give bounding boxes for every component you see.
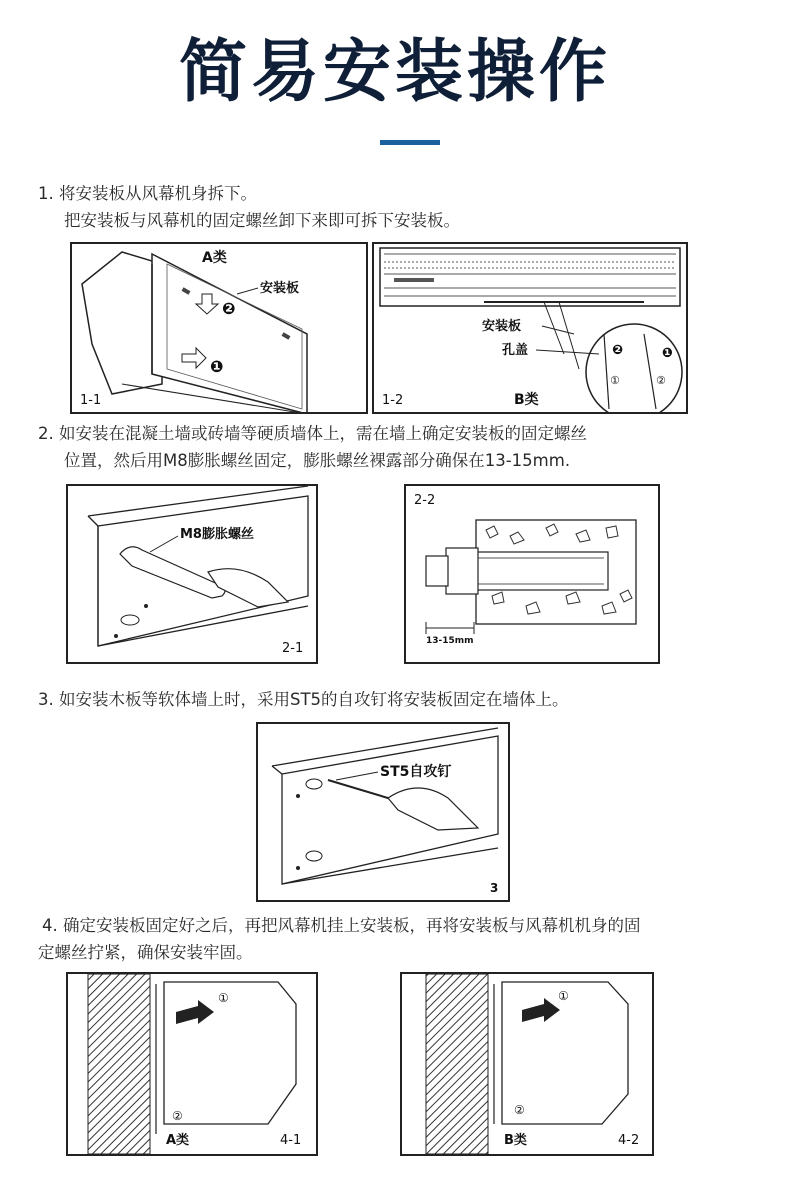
page-title: 简易安装操作 bbox=[178, 33, 611, 112]
step-1-line-2: 把安装板与风幕机的固定螺丝卸下来即可拆下安装板。 bbox=[64, 211, 460, 230]
fig-1-1-marker-2: ❷ bbox=[222, 299, 236, 318]
figure-4-2-drawing bbox=[402, 974, 652, 1154]
figure-1-1-drawing bbox=[72, 244, 366, 412]
fig-4-1-marker-1: ① bbox=[218, 991, 229, 1005]
fig-1-1-marker-1: ❶ bbox=[210, 357, 224, 376]
fig-1-1-number: 1-1 bbox=[80, 393, 102, 408]
title-underline bbox=[380, 140, 440, 145]
fig-1-2-cover: 孔盖 bbox=[502, 343, 529, 358]
figure-4-1-drawing bbox=[68, 974, 316, 1154]
step-2-line-2: 位置，然后用M8膨胀螺丝固定，膨胀螺丝裸露部分确保在13-15mm. bbox=[64, 451, 571, 470]
fig-4-2-number: 4-2 bbox=[618, 1133, 640, 1148]
fig-1-2-number: 1-2 bbox=[382, 393, 404, 408]
fig-1-2-marker-1-circle: ① bbox=[610, 374, 620, 387]
figure-1-2 bbox=[372, 242, 688, 414]
fig-3-screw-label: ST5自攻钉 bbox=[380, 764, 452, 780]
fig-1-2-marker-1: ❶ bbox=[662, 346, 674, 361]
fig-1-2-type: B类 bbox=[514, 392, 539, 408]
step-3-line-1: 3. 如安装木板等软体墙上时，采用ST5的自攻钉将安装板固定在墙体上。 bbox=[38, 690, 569, 709]
fig-1-2-marker-2: ❷ bbox=[612, 343, 624, 358]
fig-1-2-marker-2-circle: ② bbox=[656, 374, 666, 387]
figure-3-drawing bbox=[258, 724, 508, 900]
fig-2-2-dim: 13-15mm bbox=[426, 636, 474, 646]
fig-3-number: 3 bbox=[490, 881, 499, 895]
fig-4-2-marker-2: ② bbox=[514, 1103, 525, 1117]
step-1-line-1: 1. 将安装板从风幕机身拆下。 bbox=[38, 184, 257, 203]
fig-1-1-type: A类 bbox=[202, 250, 227, 266]
fig-4-1-type: A类 bbox=[166, 1133, 190, 1148]
step-4-line-1: 4. 确定安装板固定好之后，再把风幕机挂上安装板，再将安装板与风幕机机身的固 bbox=[42, 916, 641, 935]
fig-1-2-part: 安装板 bbox=[482, 319, 522, 334]
step-3-text bbox=[38, 686, 569, 713]
figure-4-2 bbox=[400, 972, 654, 1156]
fig-2-2-number: 2-2 bbox=[414, 493, 436, 508]
step-4-text bbox=[38, 912, 641, 966]
figure-4-1 bbox=[66, 972, 318, 1156]
fig-4-1-number: 4-1 bbox=[280, 1133, 302, 1148]
step-1-text bbox=[38, 180, 460, 234]
fig-1-1-part: 安装板 bbox=[260, 281, 300, 296]
figure-2-2 bbox=[404, 484, 660, 664]
figure-2-2-drawing bbox=[406, 486, 658, 662]
step-2-text bbox=[38, 420, 587, 474]
figure-1-1 bbox=[70, 242, 368, 414]
figure-1-2-drawing bbox=[374, 244, 686, 412]
fig-2-1-bolt-label: M8膨胀螺丝 bbox=[180, 527, 254, 542]
figure-3 bbox=[256, 722, 510, 902]
step-2-line-1: 2. 如安装在混凝土墙或砖墙等硬质墙体上，需在墙上确定安装板的固定螺丝 bbox=[38, 424, 587, 443]
fig-4-1-marker-2: ② bbox=[172, 1109, 183, 1123]
step-4-line-2: 定螺丝拧紧，确保安装牢固。 bbox=[38, 943, 253, 962]
fig-2-1-number: 2-1 bbox=[282, 641, 304, 656]
fig-4-2-marker-1: ① bbox=[558, 989, 569, 1003]
fig-4-2-type: B类 bbox=[504, 1133, 527, 1148]
figure-2-1 bbox=[66, 484, 318, 664]
figure-2-1-drawing bbox=[68, 486, 316, 662]
